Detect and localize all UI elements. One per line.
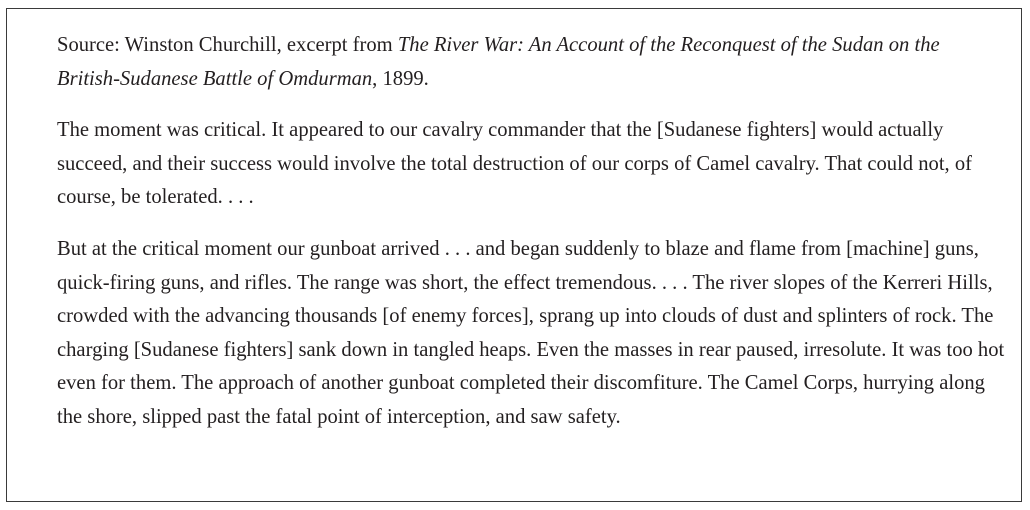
paragraph-1: The moment was critical. It appeared to our cavalry commander that the [Sudanese fighters] would actually succeed, and their success would involve the total destruction of our corps of Camel cavalry. That could not, of course, be tolerated. . . . [57, 119, 973, 209]
document-content [57, 29, 1007, 435]
source-citation [57, 29, 1007, 96]
source-prefix: Source: Winston Churchill, excerpt from [57, 34, 398, 56]
paragraph-2: But at the critical moment our gunboat arrived . . . and began suddenly to blaze and flame from [machine] guns, quick-firing guns, and rifles. The range was short, the effect tremendous. . . . The river slopes of the Kerreri Hills, crowded with the advancing thousands [of enemy forces], sprang up into clouds of dust and splinters of rock. The charging [Sudanese fighters] sank down in tangled heaps. Even the masses in rear paused, irresolute. It was too hot even for them. The approach of another gunboat completed their discomfiture. The Camel Corps, hurrying along the shore, slipped past the fatal point of interception, and saw safety. [57, 237, 1005, 428]
document-frame [6, 8, 1022, 502]
source-suffix: , 1899. [372, 67, 429, 90]
source-title: The River War: An Account of the Reconquest of the Sudan on the British-Sudanese Battle of Omdurman [57, 34, 940, 90]
